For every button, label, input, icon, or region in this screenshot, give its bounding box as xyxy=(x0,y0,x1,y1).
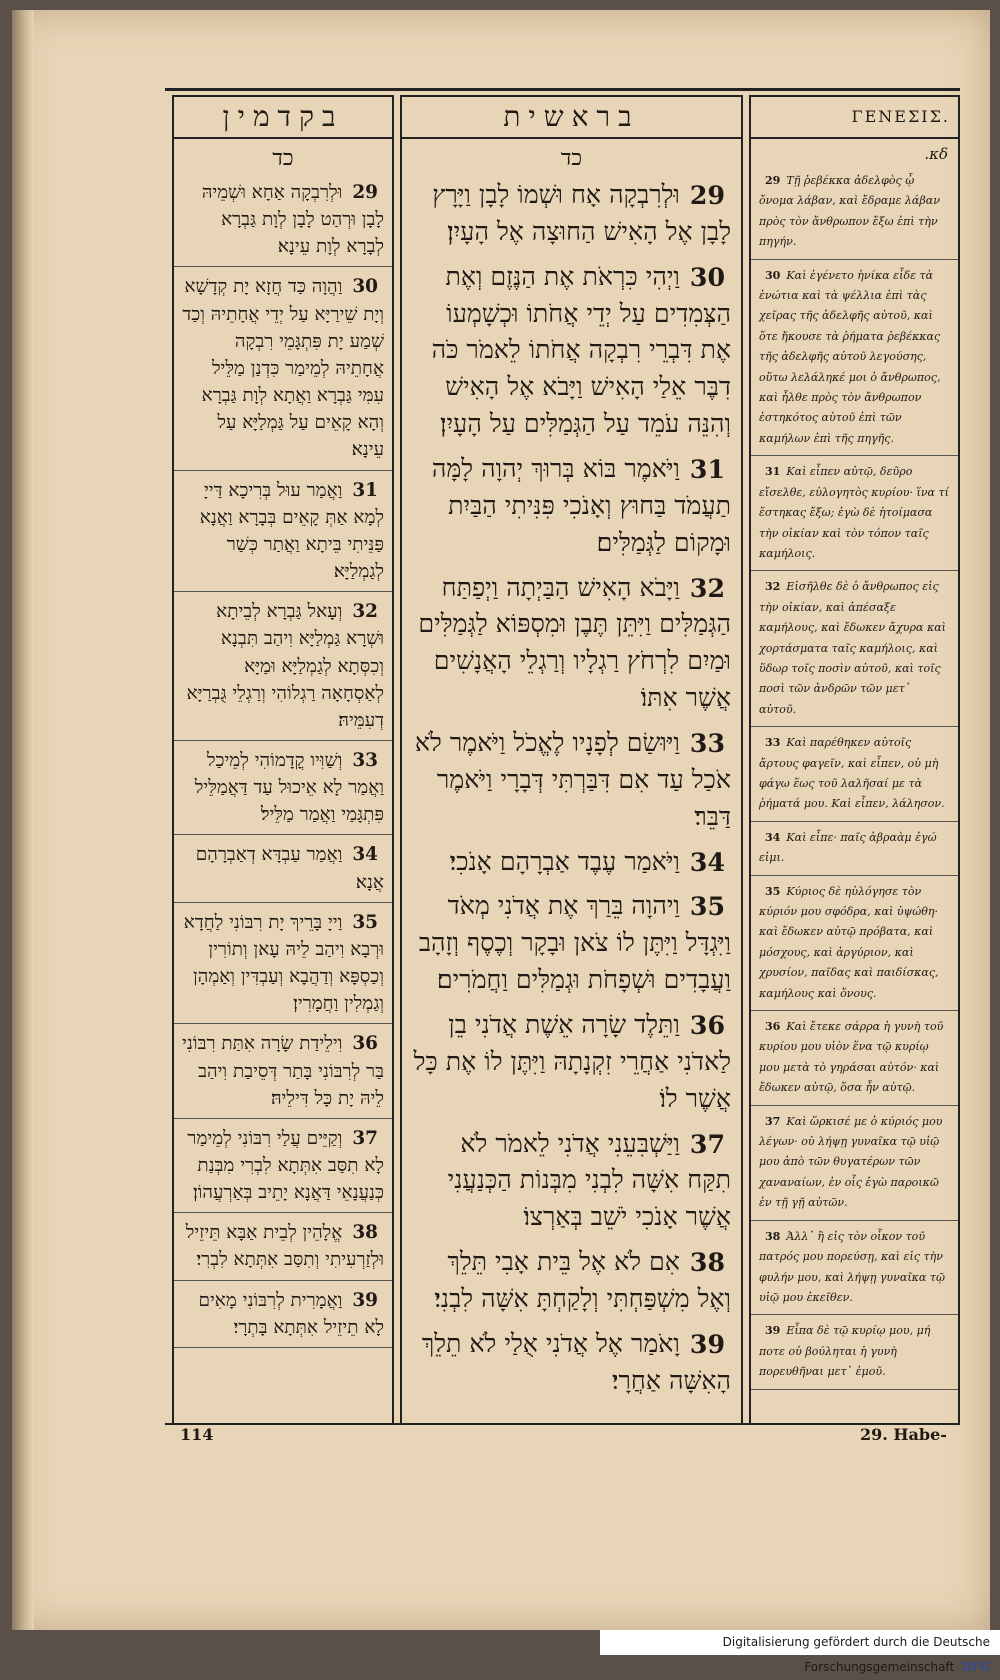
hebrew-verse-number: 33 xyxy=(689,728,725,759)
greek-verse xyxy=(751,260,958,457)
hebrew-verse-text: וַיַּשְׁבִּעֵנִי אֲדֹנִי לֵאמֹר לֹא תִקַּח אִשָּׁה לִבְנִי מִבְּנוֹת הַכְּנַעֲנִי אֲשֶׁר אָנֹכִי יֹשֵׁב בְּאַרְצוֹ׃ xyxy=(447,1128,731,1232)
aramaic-verse xyxy=(174,903,392,1025)
aramaic-verse-number: 38 xyxy=(352,1222,378,1244)
greek-verse-number: 38 xyxy=(765,1229,781,1243)
hebrew-verse xyxy=(402,840,741,885)
greek-verse-text: Ἀλλ᾽ ἢ εἰς τὸν οἶκον τοῦ πατρός μου πορεύσῃ, καὶ εἰς τὴν φυλήν μου, καὶ λήψῃ γυναῖκα τῷ υἱῷ μου ἐκεῖθεν. xyxy=(759,1229,945,1304)
aramaic-verse xyxy=(174,835,392,902)
aramaic-verse xyxy=(174,741,392,835)
greek-verse-text: Καὶ παρέθηκεν αὐτοῖς ἄρτους φαγεῖν, καὶ εἶπεν, οὐ μὴ φάγω ἕως τοῦ λαλῆσαί με τὰ ῥήματά μου. Καὶ εἶπεν, λάλησον. xyxy=(759,736,945,811)
aramaic-verse-text: וַייָ בָּרֵיךְ יָת רִבּוֹנִי לַחֲדָא וּרְבָא וִיהַב לֵיהּ עָאן וְתוֹרִין וְכַסְפָּא וְדַהֲבָא וְעַבְדִּין וְאַמְהָן וְגַמְלִין וַחֲמָרִין׃ xyxy=(183,911,384,1015)
catchword: 29. Habe- xyxy=(860,1425,947,1444)
hebrew-verse-number: 34 xyxy=(689,846,725,877)
greek-verse-text: Καὶ εἶπε· παῖς ἀβραὰμ ἐγώ εἰμι. xyxy=(759,830,937,865)
aramaic-verse-number: 37 xyxy=(352,1127,378,1149)
hebrew-verse-number: 31 xyxy=(689,454,725,485)
greek-verse xyxy=(751,571,958,727)
aramaic-verse-text: וַאֲמַר עוּל בְּרִיכָא דַּייָ לְמָא אַתְּ קָאֵים בְּבָרָא וַאֲנָא פַּנֵּיתִי בֵּיתָא וַאֲתַר כְּשַׁר לְגַמְלַיָּא׃ xyxy=(199,479,384,583)
aramaic-verse xyxy=(174,592,392,741)
page-number: 114 xyxy=(180,1425,214,1444)
aramaic-chapter: כד xyxy=(272,146,294,171)
hebrew-chapter: כד xyxy=(560,146,583,171)
aramaic-verse-text: וּלְרִבְקָה אַחָא וּשְׁמֵיהּ לָבָן וּרְהַט לָבָן לְוָת גַּבְרָא לְבָרָא לְוָת עֵינָא׃ xyxy=(201,182,384,258)
aramaic-verse xyxy=(174,1213,392,1280)
greek-verse xyxy=(751,1315,958,1389)
book-spine xyxy=(12,10,34,1630)
hebrew-verse-number: 32 xyxy=(689,572,725,603)
aramaic-verse xyxy=(174,471,392,593)
hebrew-verse-number: 39 xyxy=(689,1328,725,1359)
hebrew-verse-text: וַיֹּאמַר עֶבֶד אַבְרָהָם אָנֹכִי׃ xyxy=(449,846,680,876)
greek-verse-text: Εἰσῆλθε δὲ ὁ ἄνθρωπος εἰς τὴν οἰκίαν, καὶ ἀπέσαξε καμήλους, καὶ ἔδωκεν ἄχυρα καὶ χορτάσματα ταῖς καμήλοις, καὶ ὕδωρ τοῖς ποσὶν αὐτοῦ, καὶ τοῖς ποσὶ τῶν ἀνδρῶν τῶν μετ᾽ αὐτοῦ. xyxy=(759,580,946,716)
greek-verse-text: Καὶ ἔτεκε σάρρα ἡ γυνὴ τοῦ κυρίου μου υἱὸν ἕνα τῷ κυρίῳ μου μετὰ τὸ γηράσαι αὐτόν· καὶ ἔδωκεν αὐτῷ, ὅσα ἦν αὐτῷ. xyxy=(759,1020,944,1095)
hebrew-verse xyxy=(402,1003,741,1122)
aramaic-verse-number: 35 xyxy=(352,911,378,933)
greek-verse xyxy=(751,1221,958,1316)
hebrew-verse xyxy=(402,173,741,255)
aramaic-verse-text: וְקַיֵּים עֲלַי רִבּוֹנִי לְמֵימַר לָא תִסַּב אִתְּתָא לִבְרִי מִבְּנַת כְּנַעֲנָאֵי דַּאֲנָא יָתֵיב בְּאַרְעֲהוֹן׃ xyxy=(187,1127,384,1204)
greek-verse xyxy=(751,727,958,822)
hebrew-verse xyxy=(402,1322,741,1404)
hebrew-verse-text: וַיֹּאמֶר בּוֹא בְּרוּךְ יְהוָה לָמָּה תַעֲמֹד בַּחוּץ וְאָנֹכִי פִּנִּיתִי הַבַּיִת וּמָקוֹם לַגְּמַלִּים׃ xyxy=(431,454,731,557)
hebrew-verse-text: וּלְרִבְקָה אָח וּשְׁמוֹ לָבָן וַיָּרָץ לָבָן אֶל הָאִישׁ הַחוּצָה אֶל הָעָיִן׃ xyxy=(432,180,731,246)
aramaic-verse-text: וְשַׁוִּיו קֳדָמוֹהִי לְמֵיכַל וַאֲמַר לָא אֵיכוּל עַד דַּאֲמַלֵּיל פִּתְגָּמַי וַאֲמַר מַלֵּיל׃ xyxy=(194,749,384,826)
hebrew-verse-text: וָאֹמַר אֶל אֲדֹנִי אֻלַי לֹא תֵלֵךְ הָאִשָּׁה אַחֲרָי׃ xyxy=(421,1328,731,1395)
hebrew-verse-number: 35 xyxy=(689,891,725,922)
hebrew-verse xyxy=(402,566,741,721)
greek-verse-text: Τῇ ῥεβέκκα ἀδελφὸς ᾦ ὄνομα λάβαν, καὶ ἔδραμε λάβαν πρὸς τὸν ἄνθρωπον ἔξω ἐπὶ τὴν πηγήν. xyxy=(759,174,940,249)
hebrew-verse-number: 36 xyxy=(689,1010,725,1041)
greek-verse-number: 33 xyxy=(765,736,781,750)
aramaic-verse xyxy=(174,267,392,470)
greek-verse-number: 30 xyxy=(765,268,781,282)
greek-verse-text: Καὶ εἶπεν αὐτῷ, δεῦρο εἴσελθε, εὐλογητὸς κυρίου· ἵνα τί ἕστηκας ἔξω; ἐγὼ δὲ ἡτοίμασα τὴν οἰκίαν καὶ τὸν τόπον ταῖς καμήλοις. xyxy=(759,465,949,560)
hebrew-verse-text: אִם לֹא אֶל בֵּית אָבִי תֵּלֵךְ וְאֶל מִשְׁפַּחְתִּי וְלָקַחְתָּ אִשָּׁה לִבְנִי׃ xyxy=(434,1247,731,1314)
aramaic-verse-text: וַאֲמָרִית לְרִבּוֹנִי מָאִים לָא תֵיזֵיל אִתְּתָא בָּתְרָי׃ xyxy=(198,1289,384,1338)
dfg-logo: DFG xyxy=(961,1660,990,1674)
aramaic-verse-text: וִילֵידַת שָׂרָה אִתַּת רִבּוֹנִי בַּר לְרִבּוֹנִי בָּתַר דְּסֵיבַת וִיהַב לֵיהּ יָת כָּל דִּילֵיהּ׃ xyxy=(182,1033,384,1109)
footer-rule xyxy=(165,1423,960,1425)
greek-verse xyxy=(751,822,958,876)
greek-verse-number: 35 xyxy=(765,884,781,898)
hebrew-verse xyxy=(402,447,741,566)
greek-verse-text: Εἶπα δὲ τῷ κυρίῳ μου, μή ποτε οὐ βούληται ἡ γυνὴ πορευθῆναι μετ᾽ ἐμοῦ. xyxy=(759,1324,931,1379)
greek-verse xyxy=(751,165,958,260)
hebrew-verse-text: וַיהוָה בֵּרַךְ אֶת אֲדֹנִי מְאֹד וַיִּגְדָּל וַיִּתֶּן לוֹ צֹאן וּבָקָר וְכֶסֶף וְזָהָב וַעֲבָדִים וּשְׁפָחֹת וּגְמַלִּים וַחֲמֹרִים׃ xyxy=(418,891,731,995)
aramaic-verse-number: 29 xyxy=(352,182,378,203)
greek-verse-number: 32 xyxy=(765,580,781,594)
greek-verse-number: 29 xyxy=(765,174,781,187)
aramaic-verse xyxy=(174,1281,392,1348)
hebrew-column xyxy=(400,95,743,1425)
aramaic-verse-number: 34 xyxy=(352,844,378,866)
digitization-bar xyxy=(600,1630,1000,1674)
hebrew-header: בראשית xyxy=(402,97,741,139)
digitization-note: Digitalisierung gefördert durch die Deutsche Forschungsgemeinschaft xyxy=(722,1635,990,1674)
greek-verse-number: 31 xyxy=(765,465,781,479)
aramaic-verse-text: וַהֲוָה כַּד חֲזָא יָת קְדָשָׁא וְיָת שֵׁירַיָּא עַל יְדֵי אֲחָתֵיהּ וְכַד שְׁמַע יָת פִּתְגָּמֵי רִבְקָה אֲחָתֵיהּ לְמֵימַר כִּדְנַן מַלֵּיל עִמִּי גַּבְרָא וַאֲתָא לְוָת גַּבְרָא וְהָא קָאֵים עַל גַּמְלַיָּא עַל עֵינָא׃ xyxy=(182,276,384,461)
greek-verse-number: 36 xyxy=(765,1020,781,1034)
hebrew-verse-text: וַיָּבֹא הָאִישׁ הַבַּיְתָה וַיְפַתַּח הַגְּמַלִּים וַיִּתֵּן תֶּבֶן וּמִסְפּוֹא לַגְּמַלִּים וּמַיִם לִרְחֹץ רַגְלָיו וְרַגְלֵי הָאֲנָשִׁים אֲשֶׁר אִתּוֹ׃ xyxy=(418,572,731,713)
greek-header: ΓΕΝΕΣΙΣ. xyxy=(751,97,958,139)
aramaic-verse-text: אֱלָהֵין לְבֵית אַבָּא תֵּיזֵיל וּלְזַרְעִיתִי וְתִסַּב אִתְּתָא לִבְרִי׃ xyxy=(185,1222,384,1271)
hebrew-verse xyxy=(402,721,741,840)
hebrew-verse-text: וַיּוּשַׂם לְפָנָיו לֶאֱכֹל וַיֹּאמֶר לֹא אֹכַל עַד אִם דִּבַּרְתִּי דְּבָרָי וַיֹּאמֶר דַּבֵּר׃ xyxy=(414,728,731,831)
aramaic-verse-number: 31 xyxy=(352,479,378,501)
greek-verse-number: 37 xyxy=(765,1114,781,1128)
greek-verse-text: Καὶ ἐγένετο ἡνίκα εἶδε τὰ ἐνώτια καὶ τὰ ψέλλια ἐπὶ τὰς χεῖρας τῆς ἀδελφῆς αὐτοῦ, καὶ ὅτε ἤκουσε τὰ ῥήματα ῥεβέκκας τῆς ἀδελφῆς αὐτοῦ λεγούσης, οὕτω λελάληκέ μοι ὁ ἄνθρωπος, καὶ ἦλθε πρὸς τὸν ἄνθρωπον ἑστηκότος αὐτοῦ ἐπὶ τῶν καμήλων ἐπὶ τῆς πηγῆς. xyxy=(759,268,941,445)
greek-verse xyxy=(751,876,958,1011)
aramaic-header: בקדמין xyxy=(174,97,392,139)
hebrew-verse-text: וַיְהִי כִּרְאֹת אֶת הַנֶּזֶם וְאֶת הַצְּמִדִים עַל יְדֵי אֲחֹתוֹ וּכְשָׁמְעוֹ אֶת דִּבְרֵי רִבְקָה אֲחֹתוֹ לֵאמֹר כֹּה דִבֶּר אֵלַי הָאִישׁ וַיָּבֹא אֶל הָאִישׁ וְהִנֵּה עֹמֵד עַל הַגְּמַלִּים עַל הָעָיִן׃ xyxy=(431,261,731,439)
greek-verse-number: 34 xyxy=(765,830,781,844)
hebrew-verse-number: 38 xyxy=(689,1247,725,1278)
greek-column xyxy=(749,95,960,1425)
aramaic-verse xyxy=(174,173,392,267)
aramaic-verse xyxy=(174,1119,392,1213)
top-rule xyxy=(165,88,960,91)
hebrew-verse-number: 30 xyxy=(689,261,725,292)
hebrew-verse xyxy=(402,255,741,447)
hebrew-verse-number: 29 xyxy=(689,180,725,210)
aramaic-verse-number: 30 xyxy=(352,276,378,298)
hebrew-verse-text: וַתֵּלֶד שָׂרָה אֵשֶׁת אֲדֹנִי בֵן לַאדֹנִי אַחֲרֵי זִקְנָתָהּ וַיִּתֶּן לוֹ אֶת כָּל אֲשֶׁר לוֹ׃ xyxy=(413,1010,731,1113)
aramaic-verse-text: וַאֲמַר עַבְדָּא דְאַבְרָהָם אֲנָא׃ xyxy=(195,844,384,893)
aramaic-verse-number: 36 xyxy=(352,1033,378,1055)
greek-verse xyxy=(751,456,958,571)
hebrew-verse xyxy=(402,1240,741,1322)
aramaic-verse xyxy=(174,1024,392,1118)
hebrew-verse xyxy=(402,1122,741,1241)
greek-verse-text: Καὶ ὥρκισέ με ὁ κύριός μου λέγων· οὐ λήψῃ γυναῖκα τῷ υἱῷ μου ἀπὸ τῶν θυγατέρων τῶν χαναναίων, ἐν οἷς ἐγὼ παροικῶ ἐν τῇ γῇ αὐτῶν. xyxy=(759,1114,943,1210)
hebrew-verse xyxy=(402,884,741,1003)
greek-verse xyxy=(751,1011,958,1106)
hebrew-verse-number: 37 xyxy=(689,1128,725,1159)
greek-verse xyxy=(751,1106,958,1221)
aramaic-verse-text: וְעָאל גַּבְרָא לְבֵיתָא וּשְׁרָא גַּמְלַיָּא וִיהַב תִּבְנָא וְכִסְּתָא לְגַמְלַיָּא וּמַיָּא לְאַסְחָאָה רַגְלוֹהִי וְרַגְלֵי גֻּבְרַיָּא דְעִמֵּיהּ׃ xyxy=(186,601,384,731)
aramaic-column xyxy=(172,95,394,1425)
aramaic-verse-number: 39 xyxy=(352,1289,378,1311)
greek-verse-number: 39 xyxy=(765,1324,781,1338)
aramaic-verse-number: 32 xyxy=(352,601,378,623)
greek-chapter: κδ. xyxy=(924,145,948,163)
greek-verse-text: Κύριος δὲ ηὐλόγησε τὸν κύριόν μου σφόδρα, καὶ ὑψώθη· καὶ ἔδωκεν αὐτῷ πρόβατα, καὶ μόσχους, καὶ ἀργύριον, καὶ χρυσίον, παῖδας καὶ παιδίσκας, καμήλους καὶ ὄνους. xyxy=(759,884,939,1000)
aramaic-verse-number: 33 xyxy=(352,749,378,771)
